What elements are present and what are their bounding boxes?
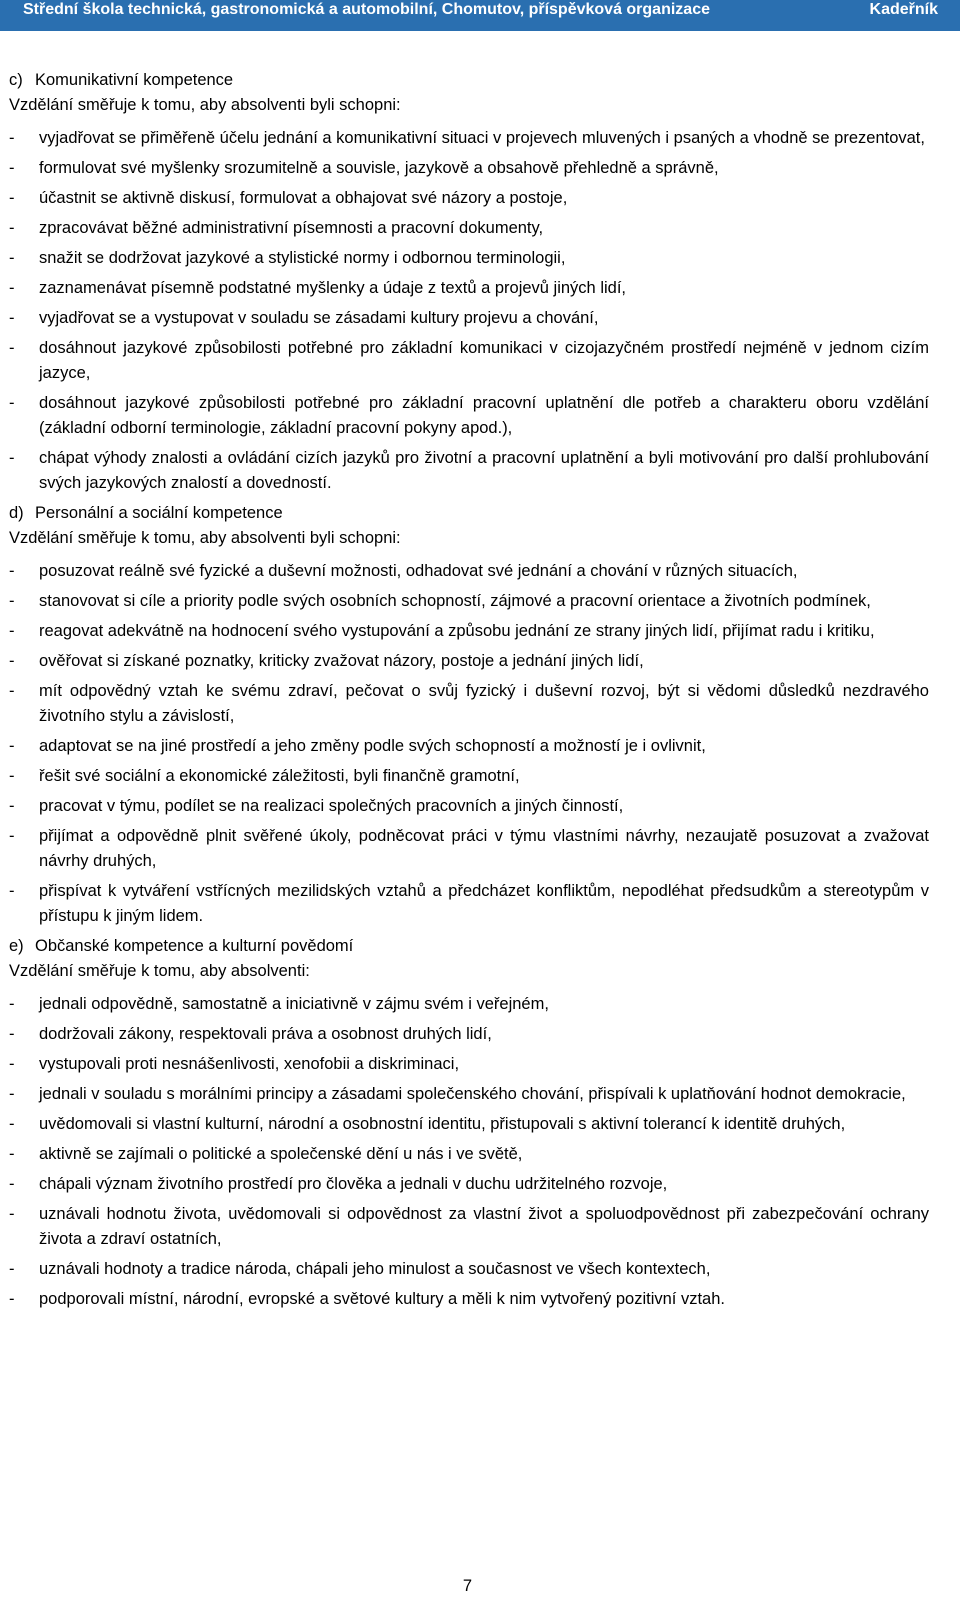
list-item-marker: - <box>9 1085 15 1103</box>
list-item-text: formulovat své myšlenky srozumitelně a souvisle, jazykově a obsahově přehledně a správně, <box>39 159 719 177</box>
list-item <box>9 246 929 271</box>
list-item-marker: - <box>9 1175 15 1193</box>
list-item <box>9 156 929 181</box>
list-item <box>9 824 929 874</box>
list-item-marker: - <box>9 279 15 297</box>
list-item-text: adaptovat se na jiné prostředí a jeho změny podle svých schopností a možností je i ovlivnit, <box>39 737 706 755</box>
list-item-text: jednali odpovědně, samostatně a iniciativně v zájmu svém i veřejném, <box>39 995 549 1013</box>
list-item-marker: - <box>9 189 15 207</box>
list-item <box>9 186 929 211</box>
list-item <box>9 734 929 759</box>
list-item-text: vyjadřovat se přiměřeně účelu jednání a komunikativní situaci v projevech mluvených i psaných a vhodně se prezentovat, <box>39 129 925 147</box>
list-item-text: podporovali místní, národní, evropské a světové kultury a měli k nim vytvořený pozitivní vztah. <box>39 1290 725 1308</box>
list-item <box>9 1082 929 1107</box>
section-letter: c) <box>9 71 23 89</box>
list-item <box>9 276 929 301</box>
list-item-text: snažit se dodržovat jazykové a stylistické normy i odbornou terminologii, <box>39 249 566 267</box>
list-item-text: účastnit se aktivně diskusí, formulovat a obhajovat své názory a postoje, <box>39 189 568 207</box>
list-item <box>9 619 929 644</box>
list-item-marker: - <box>9 995 15 1013</box>
list-item-marker: - <box>9 1260 15 1278</box>
list-item-marker: - <box>9 882 15 900</box>
list-item-text: řešit své sociální a ekonomické záležitosti, byli finančně gramotní, <box>39 767 520 785</box>
list-item <box>9 216 929 241</box>
list-item-marker: - <box>9 737 15 755</box>
list-item-marker: - <box>9 562 15 580</box>
competence-list <box>9 559 929 929</box>
list-item <box>9 1172 929 1197</box>
list-item-text: posuzovat reálně své fyzické a duševní možnosti, odhadovat své jednání a chování v různých situacích, <box>39 562 798 580</box>
list-item-marker: - <box>9 309 15 327</box>
list-item <box>9 589 929 614</box>
list-item <box>9 306 929 331</box>
list-item <box>9 1052 929 1077</box>
list-item-text: dosáhnout jazykové způsobilosti potřebné pro základní pracovní uplatnění dle potřeb a charakteru oboru vzdělání (základní odborní terminologie, základní pracovní pokyny apod.), <box>39 394 929 437</box>
list-item-marker: - <box>9 1055 15 1073</box>
list-item-text: vystupovali proti nesnášenlivosti, xenofobii a diskriminaci, <box>39 1055 460 1073</box>
list-item <box>9 794 929 819</box>
section-letter: d) <box>9 504 24 522</box>
list-item-marker: - <box>9 592 15 610</box>
list-item-text: dodržovali zákony, respektovali práva a osobnost druhých lidí, <box>39 1025 492 1043</box>
document-body <box>9 68 929 1317</box>
page-number: 7 <box>462 1577 473 1595</box>
section-intro: Vzdělání směřuje k tomu, aby absolventi byli schopni: <box>9 96 401 114</box>
list-item-marker: - <box>9 159 15 177</box>
list-item-text: zaznamenávat písemně podstatné myšlenky a údaje z textů a projevů jiných lidí, <box>39 279 626 297</box>
list-item <box>9 126 929 151</box>
list-item-marker: - <box>9 1115 15 1133</box>
list-item-text: chápat výhody znalosti a ovládání cizích jazyků pro životní a pracovní uplatnění a byli motivování pro další prohlubování svých jazykových znalostí a dovedností. <box>39 449 929 492</box>
list-item <box>9 446 929 496</box>
list-item-marker: - <box>9 652 15 670</box>
section-title <box>9 934 929 959</box>
list-item <box>9 1112 929 1137</box>
list-item-marker: - <box>9 797 15 815</box>
list-item-marker: - <box>9 767 15 785</box>
list-item-marker: - <box>9 622 15 640</box>
list-item-text: přispívat k vytváření vstřícných mezilidských vztahů a předcházet konfliktům, nepodléhat předsudkům a stereotypům v přístupu k jiným lidem. <box>39 882 929 925</box>
list-item-marker: - <box>9 129 15 147</box>
list-item-text: pracovat v týmu, podílet se na realizaci společných pracovních a jiných činností, <box>39 797 624 815</box>
list-item <box>9 1202 929 1252</box>
list-item-text: jednali v souladu s morálními principy a zásadami společenského chování, přispívali k uplatňování hodnot demokracie, <box>39 1085 906 1103</box>
list-item-text: reagovat adekvátně na hodnocení svého vystupování a způsobu jednání ze strany jiných lidí, přijímat radu i kritiku, <box>39 622 875 640</box>
list-item-marker: - <box>9 1145 15 1163</box>
list-item <box>9 1022 929 1047</box>
list-item <box>9 1287 929 1312</box>
section <box>9 934 929 1312</box>
list-item-marker: - <box>9 394 15 412</box>
section-intro: Vzdělání směřuje k tomu, aby absolventi byli schopni: <box>9 529 401 547</box>
program-name: Kadeřník <box>869 1 938 18</box>
list-item-text: stanovovat si cíle a priority podle svých osobních schopností, zájmové a pracovní orientace a životních podmínek, <box>39 592 871 610</box>
list-item <box>9 679 929 729</box>
list-item-text: přijímat a odpovědně plnit svěřené úkoly, podněcovat práci v týmu vlastními návrhy, nezaujatě posuzovat a zvažovat návrhy druhých, <box>39 827 929 870</box>
section-title-text: Personální a sociální kompetence <box>35 504 283 522</box>
section-title-text: Komunikativní kompetence <box>35 71 234 89</box>
list-item-text: aktivně se zajímali o politické a společenské dění u nás i ve světě, <box>39 1145 523 1163</box>
list-item-marker: - <box>9 339 15 357</box>
list-item-text: vyjadřovat se a vystupovat v souladu se zásadami kultury projevu a chování, <box>39 309 599 327</box>
list-item-text: uvědomovali si vlastní kulturní, národní a osobnostní identitu, přistupovali s aktivní tolerancí k identitě druhých, <box>39 1115 846 1133</box>
list-item-marker: - <box>9 827 15 845</box>
list-item <box>9 391 929 441</box>
list-item <box>9 336 929 386</box>
list-item-marker: - <box>9 249 15 267</box>
list-item-marker: - <box>9 682 15 700</box>
section-title <box>9 68 929 93</box>
list-item <box>9 992 929 1017</box>
competence-list <box>9 992 929 1312</box>
list-item-text: ověřovat si získané poznatky, kriticky zvažovat názory, postoje a jednání jiných lidí, <box>39 652 644 670</box>
competence-list <box>9 126 929 496</box>
page-header <box>0 0 960 31</box>
list-item <box>9 1142 929 1167</box>
section <box>9 501 929 929</box>
list-item-marker: - <box>9 1290 15 1308</box>
list-item-text: uznávali hodnoty a tradice národa, chápali jeho minulost a současnost ve všech kontextech, <box>39 1260 711 1278</box>
list-item-text: dosáhnout jazykové způsobilosti potřebné pro základní komunikaci v cizojazyčném prostředí nejméně v jednom cizím jazyce, <box>39 339 929 382</box>
section-title-text: Občanské kompetence a kulturní povědomí <box>35 937 354 955</box>
list-item-marker: - <box>9 1205 15 1223</box>
list-item-text: uznávali hodnotu života, uvědomovali si odpovědnost za vlastní život a spoluodpovědnost při zabezpečování ochrany života a zdraví ostatních, <box>39 1205 929 1248</box>
list-item <box>9 649 929 674</box>
list-item-text: chápali význam životního prostředí pro člověka a jednali v duchu udržitelného rozvoje, <box>39 1175 668 1193</box>
section <box>9 68 929 496</box>
section-letter: e) <box>9 937 24 955</box>
list-item-marker: - <box>9 449 15 467</box>
section-title <box>9 501 929 526</box>
list-item <box>9 559 929 584</box>
list-item <box>9 764 929 789</box>
list-item-marker: - <box>9 219 15 237</box>
list-item-marker: - <box>9 1025 15 1043</box>
list-item <box>9 1257 929 1282</box>
section-intro: Vzdělání směřuje k tomu, aby absolventi: <box>9 962 310 980</box>
school-name: Střední škola technická, gastronomická a automobilní, Chomutov, příspěvková organizace <box>23 1 710 18</box>
list-item-text: mít odpovědný vztah ke svému zdraví, pečovat o svůj fyzický i duševní rozvoj, být si vědomi důsledků nezdravého životního stylu a závislostí, <box>39 682 929 725</box>
list-item-text: zpracovávat běžné administrativní písemnosti a pracovní dokumenty, <box>39 219 544 237</box>
list-item <box>9 879 929 929</box>
